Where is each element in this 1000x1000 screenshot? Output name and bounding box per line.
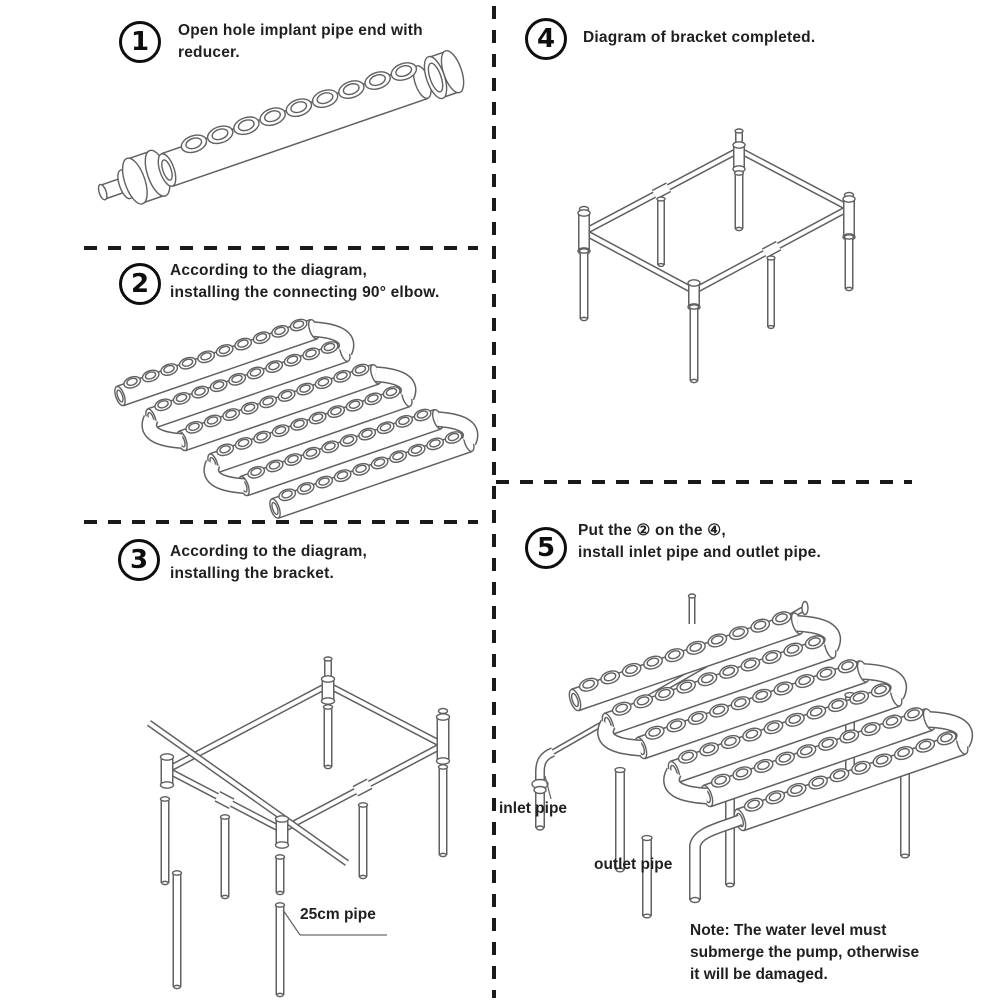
- step5-final-assembly-diagram: [495, 580, 995, 925]
- step4-bracket-complete-diagram: [555, 125, 875, 390]
- step3-bracket-assembly-diagram: [115, 615, 490, 1000]
- step5-instruction: [578, 520, 821, 564]
- step3-instruction: [170, 541, 367, 585]
- step1-number: 1: [130, 27, 150, 57]
- pipe-25cm-label: 25cm pipe: [300, 906, 376, 923]
- step2-number: 2: [130, 269, 150, 299]
- note-line2: submerge the pump, otherwise: [690, 944, 920, 961]
- step5-number: 5: [536, 533, 556, 563]
- step5-line2: install inlet pipe and outlet pipe.: [578, 544, 821, 561]
- step1-line1: Open hole implant pipe end with: [178, 22, 423, 39]
- step4-line1: Diagram of bracket completed.: [583, 29, 816, 46]
- outlet-pipe-label: outlet pipe: [594, 856, 673, 873]
- step2-line1: According to the diagram,: [170, 262, 368, 279]
- step1-line2: reducer.: [178, 44, 240, 61]
- step3-number-badge: [118, 539, 160, 581]
- note-line1: Note: The water level must: [690, 922, 887, 939]
- step5-number-badge: [525, 527, 567, 569]
- divider-right: [496, 480, 912, 484]
- water-level-note: [690, 920, 919, 986]
- inlet-pipe-label: inlet pipe: [499, 800, 568, 817]
- step4-number-badge: [525, 18, 567, 60]
- step5-line1: Put the ② on the ④,: [578, 522, 726, 539]
- note-line3: it will be damaged.: [690, 966, 828, 983]
- step3-number: 3: [129, 545, 149, 575]
- step2-elbow-assembly-diagram: [108, 298, 490, 526]
- step1-pipe-diagram: [95, 38, 490, 238]
- step4-instruction: [583, 27, 815, 49]
- step3-line1: According to the diagram,: [170, 543, 368, 560]
- step4-number: 4: [536, 24, 556, 54]
- step3-line2: installing the bracket.: [170, 565, 334, 582]
- step2-line2: installing the connecting 90° elbow.: [170, 284, 440, 301]
- divider-left-top: [84, 246, 478, 250]
